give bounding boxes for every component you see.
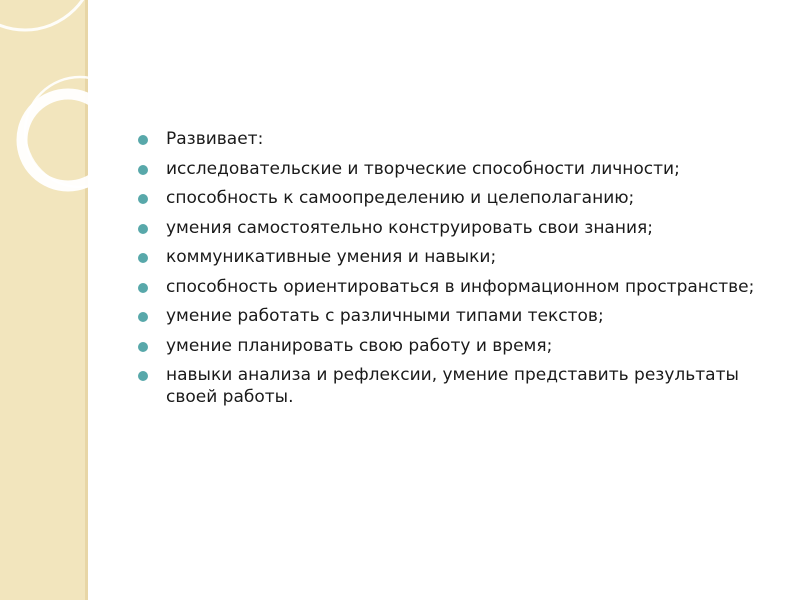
bullet-dot-icon (138, 283, 148, 293)
bullet-dot-icon (138, 224, 148, 234)
bullet-dot-icon (138, 371, 148, 381)
bullet-dot-icon (138, 342, 148, 352)
bullet-text: Развивает: (166, 129, 264, 149)
bullet-text: умения самостоятельно конструировать свои знания; (166, 217, 653, 238)
bullet-item-heading (136, 128, 756, 150)
bullet-item (136, 158, 756, 180)
bullet-item (136, 246, 756, 268)
bullet-text: умение работать с различными типами текстов; (166, 306, 604, 326)
bullet-text: способность ориентироваться в информационном пространстве; (166, 276, 755, 297)
middle-circle-ring-thick (22, 94, 114, 186)
bullet-dot-icon (138, 135, 148, 145)
bullet-text: коммуникативные умения и навыки; (166, 247, 497, 267)
slide-content (136, 128, 756, 416)
decorative-circles (0, 0, 140, 600)
top-circle-ring (0, 0, 95, 30)
bullet-text: способность к самоопределению и целеполаганию; (166, 188, 635, 208)
bullet-item (136, 187, 756, 209)
bullet-item (136, 305, 756, 327)
bullet-dot-icon (138, 312, 148, 322)
bullet-item (136, 364, 756, 408)
bullet-dot-icon (138, 165, 148, 175)
bullet-text: исследовательские и творческие способности личности; (166, 158, 680, 179)
bullet-text: умение планировать свою работу и время; (166, 335, 553, 356)
bullet-dot-icon (138, 253, 148, 263)
bullet-dot-icon (138, 194, 148, 204)
bullet-item (136, 335, 756, 357)
bullet-list (136, 128, 756, 408)
bullet-item (136, 276, 756, 298)
bullet-text: навыки анализа и рефлексии, умение представить результаты своей работы. (166, 365, 739, 407)
bullet-item (136, 217, 756, 239)
